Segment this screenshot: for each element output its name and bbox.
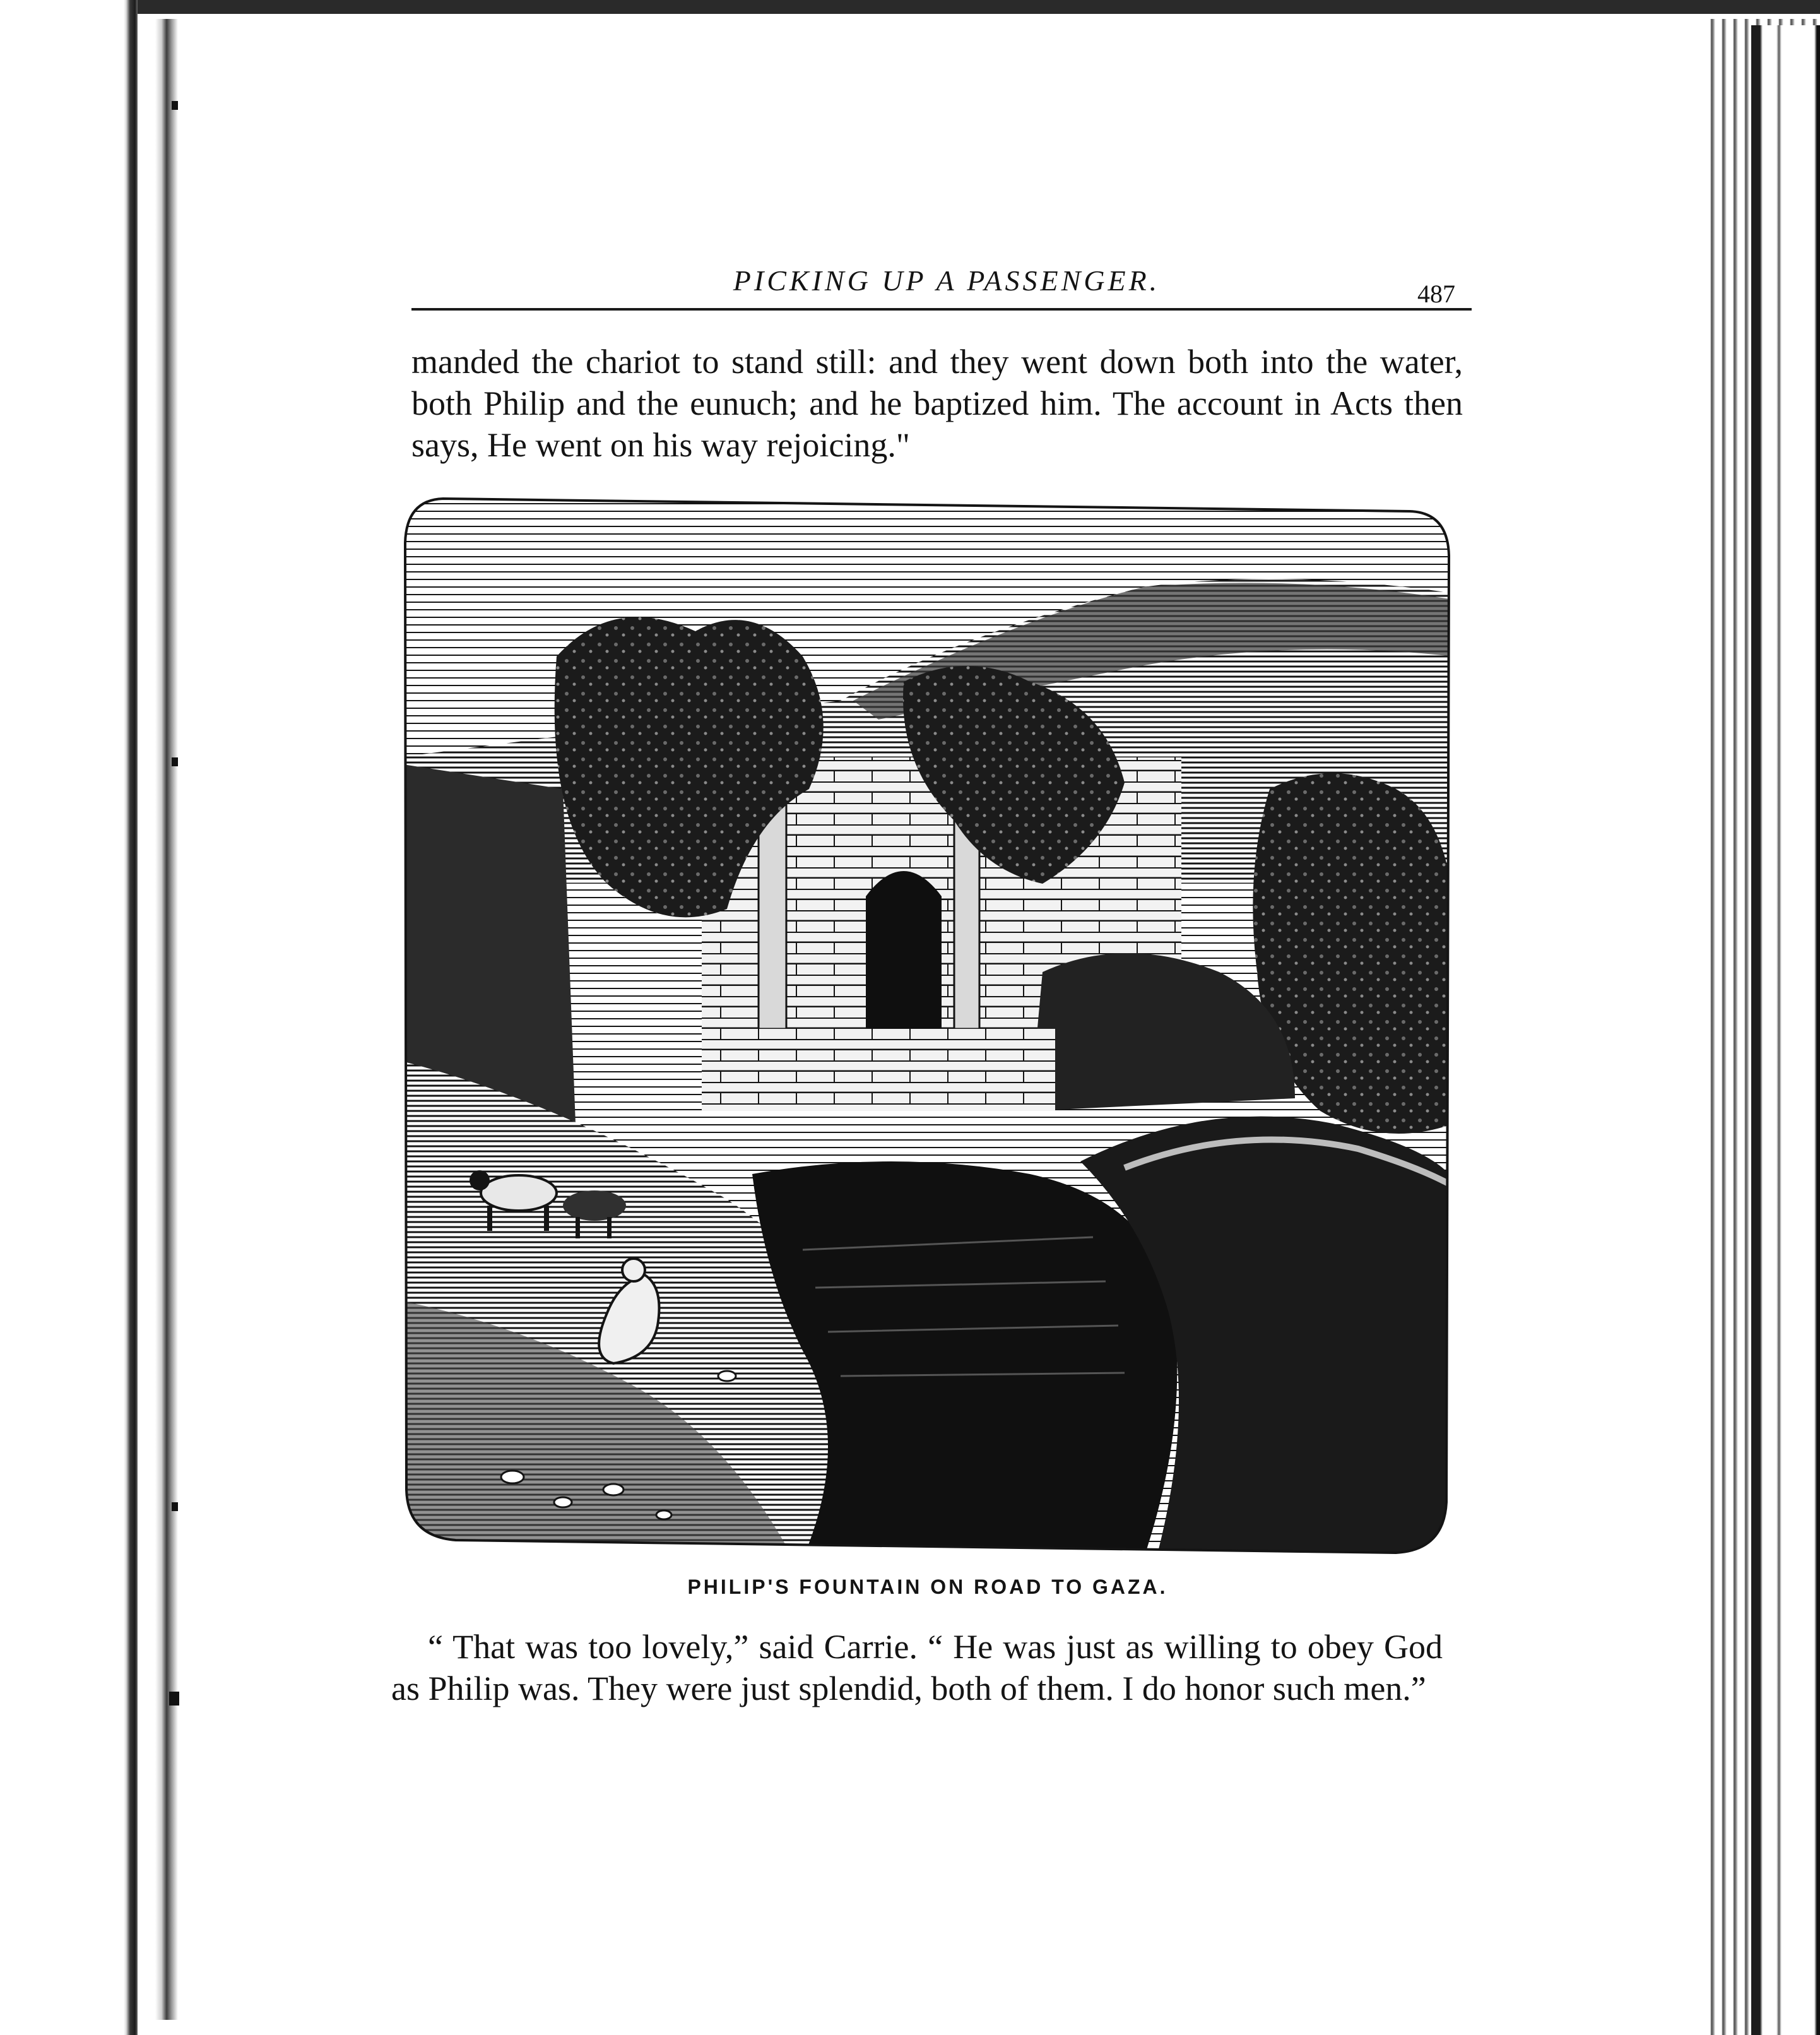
gutter-mark bbox=[172, 757, 178, 766]
header-rule bbox=[411, 308, 1472, 311]
body-paragraph-top: manded the chariot to stand still: and they went down both into the water, both Philip and the eunuch; and he baptized him. The account in Acts then says, He went on his way rejoicing." bbox=[411, 343, 1463, 464]
running-head: PICKING UP A PASSENGER. bbox=[733, 264, 1161, 297]
illustration-caption: PHILIP'S FOUNTAIN ON ROAD TO GAZA. bbox=[687, 1575, 1168, 1598]
gutter-mark bbox=[172, 1502, 178, 1511]
scan-top-edge bbox=[0, 0, 1820, 14]
left-gutter-shadow bbox=[155, 19, 178, 2020]
left-page-edge bbox=[0, 0, 138, 2035]
body-paragraph-bottom: “ That was too lovely,” said Carrie. “ He was just as willing to obey God as Philip was. They were just splendid, both of them. I do honor such men.” bbox=[391, 1628, 1443, 1707]
gutter-mark bbox=[172, 101, 178, 110]
gutter-mark bbox=[169, 1692, 179, 1706]
page-number: 487 bbox=[1417, 280, 1455, 308]
right-book-cover-edge bbox=[1751, 25, 1820, 2035]
engraving-illustration bbox=[399, 492, 1454, 1559]
